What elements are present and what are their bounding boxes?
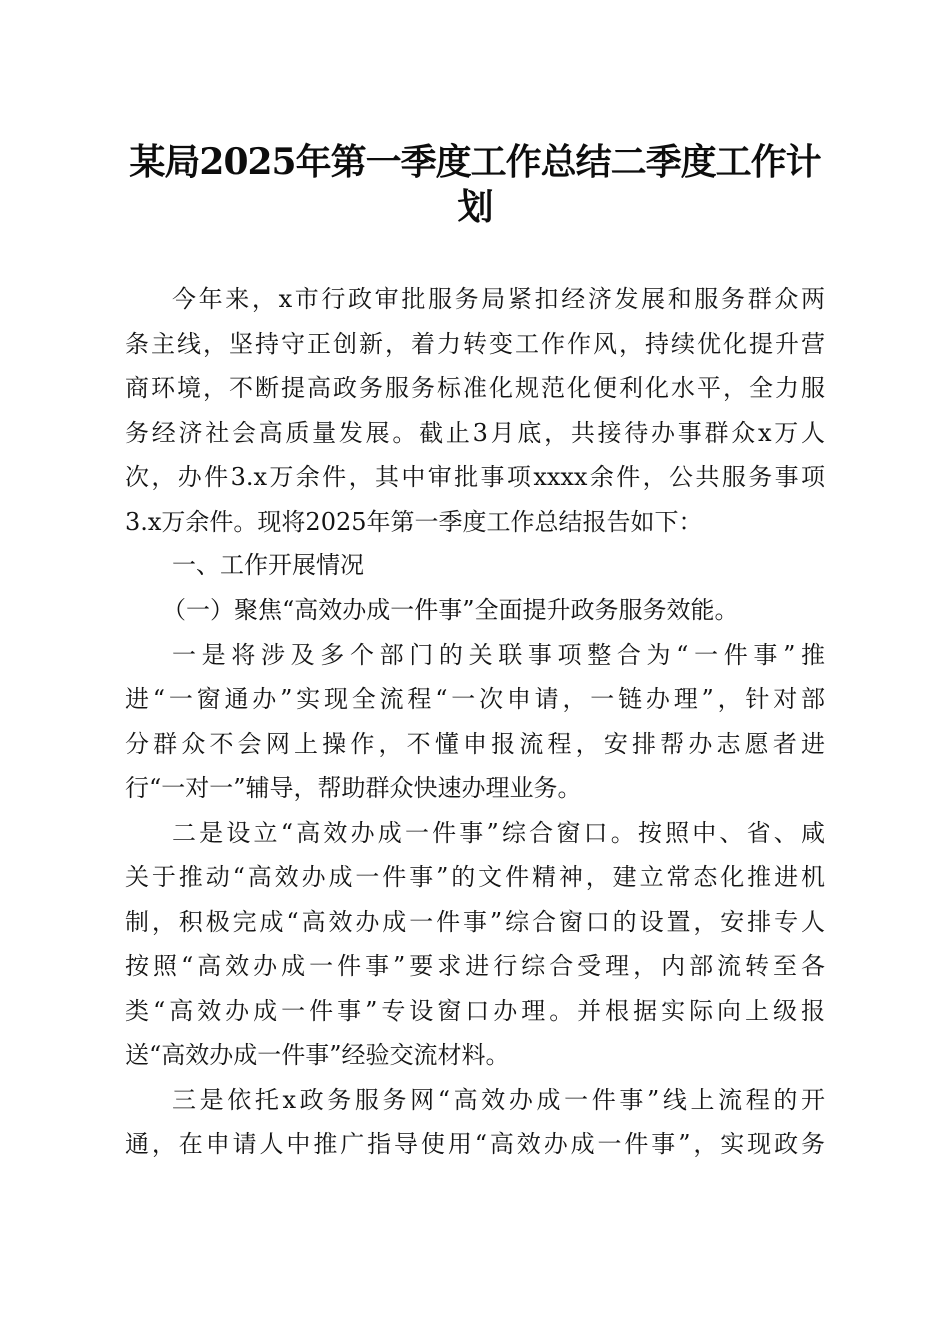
paragraph-line: 制，积极完成“高效办成一件事”综合窗口的设置，安排专人 <box>125 908 825 936</box>
paragraph-line: 今年来，x市行政审批服务局紧扣经济发展和服务群众两 <box>172 285 825 313</box>
paragraph-line: 关于推动“高效办成一件事”的文件精神，建立常态化推进机 <box>125 863 825 891</box>
paragraph-line: 三是依托x政务服务网“高效办成一件事”线上流程的开 <box>172 1086 825 1114</box>
paragraph-line: 分群众不会网上操作，不懂申报流程，安排帮办志愿者进 <box>125 730 825 758</box>
paragraph-line: 送“高效办成一件事”经验交流材料。 <box>125 1041 510 1069</box>
paragraph-line: 条主线，坚持守正创新，着力转变工作作风，持续优化提升营 <box>125 330 825 358</box>
section-heading: 一、工作开展情况 <box>172 551 364 579</box>
document-title-line-1: 某局2025年第一季度工作总结二季度工作计 <box>129 141 821 183</box>
paragraph-line: 商环境，不断提高政务服务标准化规范化便利化水平，全力服 <box>125 374 825 402</box>
paragraph-line: 类“高效办成一件事”专设窗口办理。并根据实际向上级报 <box>125 997 825 1025</box>
paragraph-line: 次，办件3.x万余件，其中审批事项xxxx余件，公共服务事项 <box>125 463 825 491</box>
subsection-heading: （一）聚焦“高效办成一件事”全面提升政务服务效能。 <box>162 596 739 624</box>
paragraph-line: 二是设立“高效办成一件事”综合窗口。按照中、省、咸 <box>172 819 825 847</box>
paragraph-line: 行“一对一”辅导，帮助群众快速办理业务。 <box>125 774 582 802</box>
paragraph-line: 按照“高效办成一件事”要求进行综合受理，内部流转至各 <box>125 952 825 980</box>
paragraph-line: 务经济社会高质量发展。截止3月底，共接待办事群众x万人 <box>125 419 825 447</box>
paragraph-line: 通，在申请人中推广指导使用“高效办成一件事”，实现政务 <box>125 1130 825 1158</box>
paragraph-line: 一是将涉及多个部门的关联事项整合为“一件事”推 <box>172 641 825 669</box>
paragraph-line: 3.x万余件。现将2025年第一季度工作总结报告如下： <box>125 508 703 536</box>
document-title-line-2: 划 <box>457 186 493 228</box>
paragraph-line: 进“一窗通办”实现全流程“一次申请，一链办理”，针对部 <box>125 685 825 713</box>
